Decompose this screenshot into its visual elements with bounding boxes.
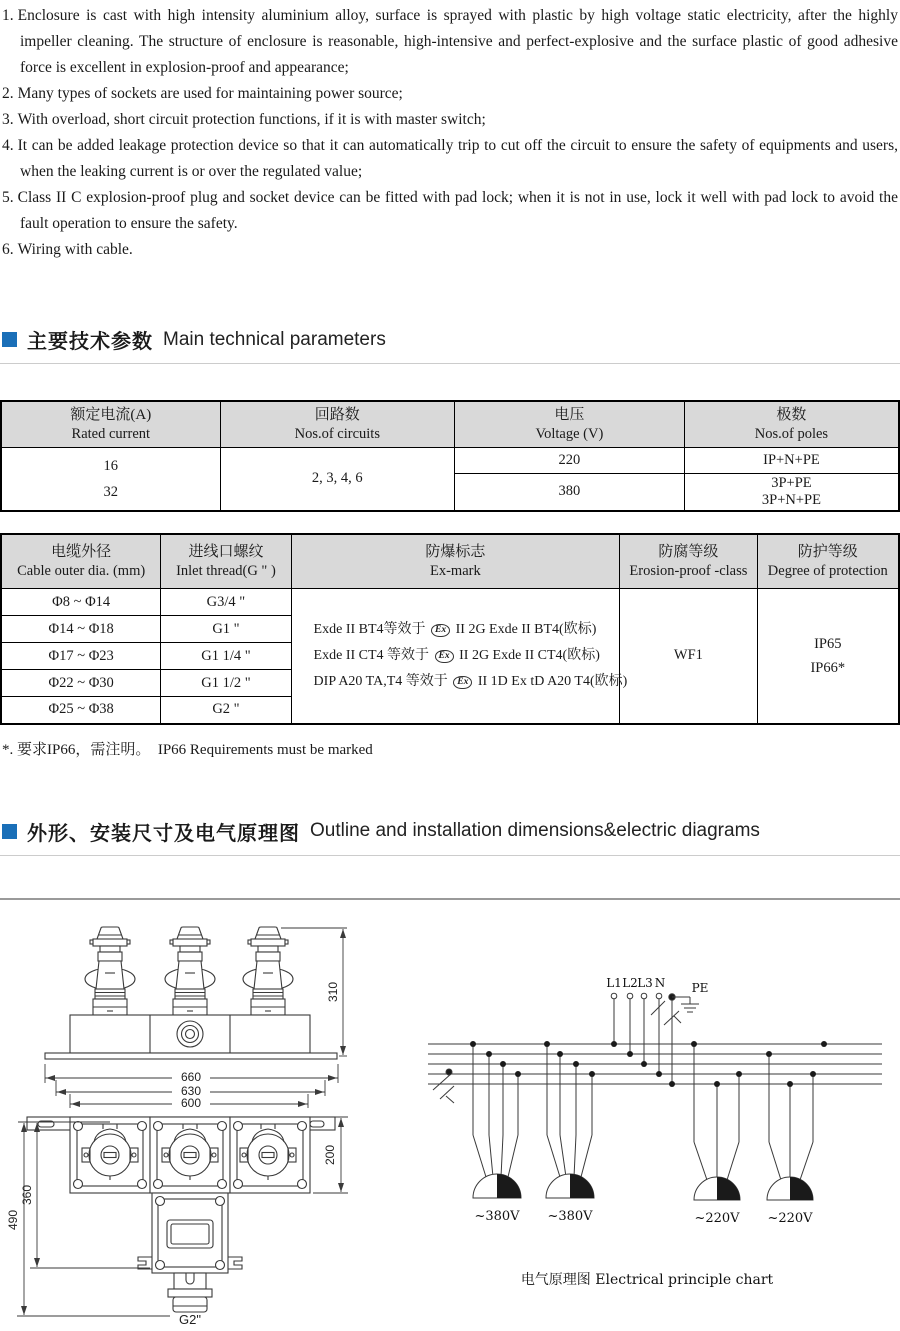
feature-list [0,0,900,263]
ex-hexagon-icon: Ex [431,624,450,637]
header-voltage: 电压 Voltage (V) [454,401,684,447]
feature-number: 1. [2,7,14,24]
cell-voltage-380: 380 [454,473,684,511]
header-circuits: 回路数 Nos.of circuits [220,401,454,447]
phase-label-l1: L1 [606,975,622,990]
feature-item [2,133,898,185]
cell-cable: Φ17 ~ Φ23 [1,643,161,670]
dim-label-310: 310 [326,981,340,1002]
cell-ex-mark [291,589,628,724]
dim-label-490: 490 [6,1209,20,1230]
section-title-en: Outline and installation dimensions&electric diagrams [310,820,760,841]
header-cable-dia: 电缆外径 Cable outer dia. (mm) [1,534,161,589]
feature-text: Many types of sockets are used for maintaining power source; [17,85,403,102]
feature-item [2,185,898,237]
cell-cable: Φ25 ~ Φ38 [1,697,161,724]
feature-text: It can be added leakage protection device so that it can automatically trip to cut off the circuit to ensure the safety of equipments and users, when the leaking current is or over the regulated value; [17,137,898,180]
feature-text: Wiring with cable. [17,241,133,258]
ex-hexagon-icon: Ex [435,650,454,663]
feature-number: 2. [2,85,14,102]
voltage-label-220v: ~220V [767,1210,813,1226]
drawings-section [0,898,900,1331]
section-title-zh: 外形、安装尺寸及电气原理图 [27,822,300,845]
technical-drawing-svg [0,900,900,1326]
ip66-footnote: *. 要求IP66，需注明。 IP66 Requirements must be marked [2,741,373,758]
header-ex-mark: 防爆标志 Ex-mark [291,534,620,589]
socket-symbol-380v-1 [473,1174,521,1198]
feature-number: 6. [2,241,14,258]
ex-mark-line: DIP A20 TA,T4 等效于 Ex II 1D Ex tD A20 T4(欧标) [313,673,628,689]
cell-thread: G1 1/4 " [161,643,291,670]
phase-label-l3: L3 [637,975,653,990]
neutral-label-n: N [654,975,666,990]
outline-front-view [27,1117,335,1312]
cell-thread: G1 " [161,616,291,643]
ex-mark-line: Exde II BT4等效于 Ex II 2G Exde II BT4(欧标) [313,621,597,637]
cable-exmark-table [0,533,900,725]
cell-thread: G1 1/2 " [161,670,291,697]
header-inlet-thread: 进线口螺纹 Inlet thread(G " ) [161,534,291,589]
feature-item [2,3,898,81]
cell-cable: Φ22 ~ Φ30 [1,670,161,697]
socket-symbol-220v-2 [767,1177,813,1200]
earth-label-pe: PE [691,980,709,995]
cell-rated-current: 16 32 [1,447,220,511]
feature-text: Class II C explosion-proof plug and socket device can be fitted with pad lock; when it is not in use, lock it well with pad lock to avoid the fault operation to ensure the safety. [17,189,898,232]
feature-number: 3. [2,111,14,128]
dim-label-600: 600 [180,1095,202,1110]
circuit-diagram [428,993,882,1200]
cell-thread: G3/4 " [161,589,291,616]
ex-mark-line: Exde II CT4 等效于 Ex II 2G Exde II CT4(欧标) [313,647,600,663]
dim-label-660: 660 [180,1069,202,1084]
blue-square-icon [2,824,17,839]
voltage-label-220v: ~220V [694,1210,740,1226]
phase-label-l2: L2 [622,975,638,990]
section-header-outline [0,817,900,856]
outline-top-view [45,927,337,1059]
circuit-caption: 电气原理图 Electrical principle chart [520,1271,774,1288]
ex-hexagon-icon: Ex [453,676,472,689]
blue-square-icon [2,332,17,347]
cell-thread: G2 " [161,697,291,724]
cell-poles-220: IP+N+PE [684,447,899,473]
header-poles: 极数 Nos.of poles [684,401,899,447]
voltage-label-380v: ~380V [474,1208,520,1224]
header-erosion-class: 防腐等级 Erosion-proof -class [620,534,757,589]
cell-poles-380: 3P+PE 3P+N+PE [684,473,899,511]
cell-cable: Φ8 ~ Φ14 [1,589,161,616]
socket-symbol-380v-2 [546,1174,594,1198]
socket-symbol-220v-1 [694,1177,740,1200]
cell-cable: Φ14 ~ Φ18 [1,616,161,643]
section-header-parameters [0,325,900,364]
gland-thread-label: G2" [179,1311,201,1326]
feature-text: Enclosure is cast with high intensity aluminium alloy, surface is sprayed with plastic by high voltage static electricity, after the highly impeller cleaning. The structure of enclosure is reasonable, high-intensive and perfect-explosive and the surface plastic of good adhesive force is excellent in explosion-proof and appearance; [17,7,898,76]
header-rated-current: 额定电流(A) Rated current [1,401,220,447]
cell-circuits: 2, 3, 4, 6 [220,447,454,511]
table-header-row [1,401,899,447]
header-protection: 防护等级 Degree of protection [757,534,899,589]
section-title-en: Main technical parameters [163,328,386,350]
feature-item [2,81,898,107]
voltage-label-380v: ~380V [547,1208,593,1224]
technical-parameters-table [0,400,900,512]
section-title-zh: 主要技术参数 [27,331,153,353]
dim-label-630: 630 [180,1083,202,1098]
feature-number: 4. [2,137,14,154]
table-row [1,589,899,616]
feature-number: 5. [2,189,14,206]
dim-label-200: 200 [323,1144,337,1165]
dim-label-360: 360 [20,1184,34,1205]
feature-text: With overload, short circuit protection functions, if it is with master switch; [17,111,486,128]
cell-voltage-220: 220 [454,447,684,473]
cell-protection: IP65 IP66* [757,589,899,724]
feature-item [2,237,898,263]
feature-item [2,107,898,133]
cell-erosion-class: WF1 [620,589,757,724]
table-header-row [1,534,899,589]
table-row [1,447,899,473]
